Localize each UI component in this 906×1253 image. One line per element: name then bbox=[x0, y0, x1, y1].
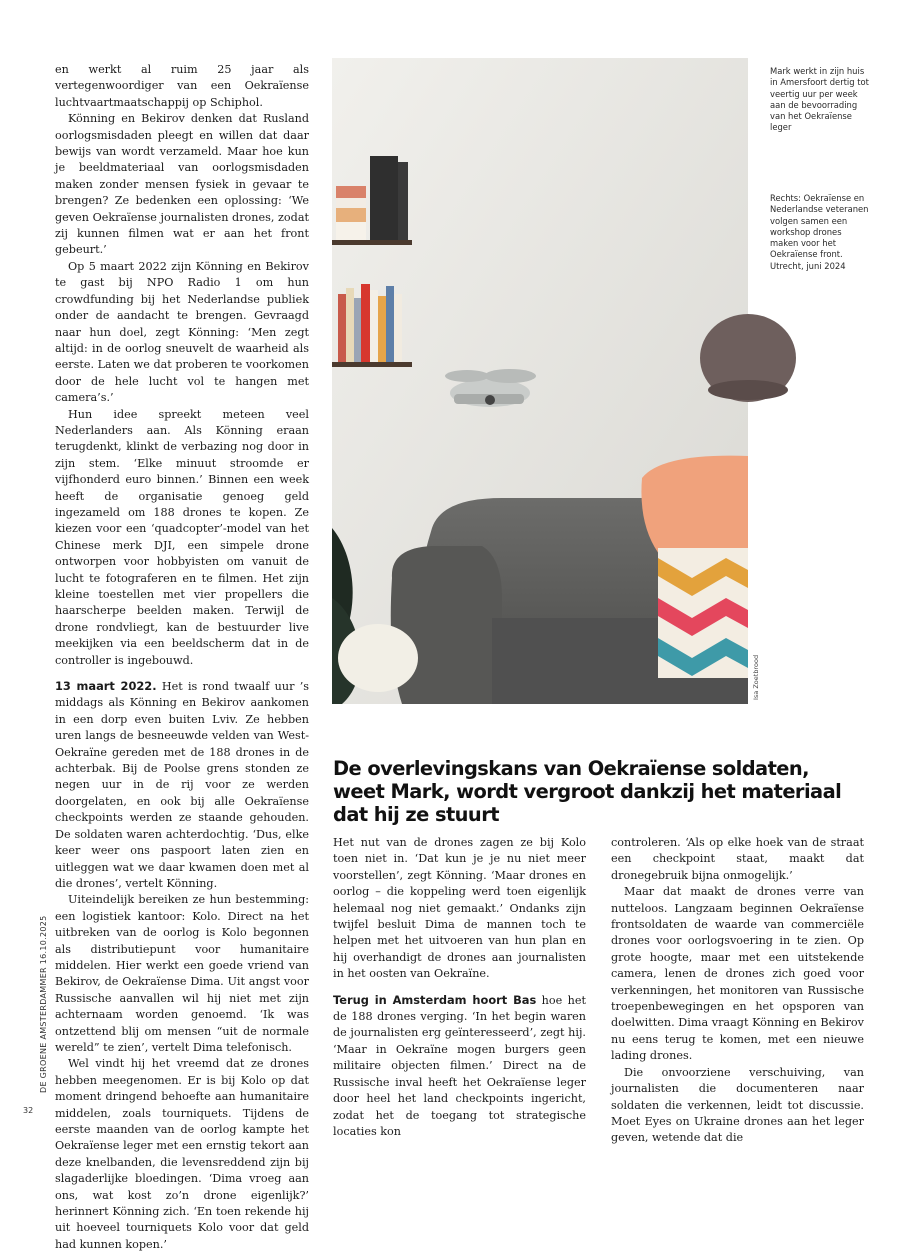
paragraph-text: Het is rond twaalf uur ’s middags als Könning en Bekirov aankomen in een dorp even buiten Lviv. Ze hebben uren langs de besneeuwde velden van West-Oekraïne gereden met de 188 drones in de achterbak. Bij de Poolse grens stonden ze negen uur in de rij voor ze werden doorgelaten, en ook bij alle Oekraïense checkpoints werden ze staande gehouden. De soldaten waren achterdochtig. ‘Dus, elke keer weer ons paspoort laten zien en uitleggen wat we daar kwamen doen met al die drones’, vertelt Könning. bbox=[55, 680, 309, 890]
drone bbox=[445, 369, 536, 407]
photo-caption-right: Rechts: Oekraïense en Nederlandse veteranen volgen samen een workshop drones maken voor het Oekraïense front. Utrecht, juni 2024 bbox=[770, 193, 869, 271]
pendant-lamp bbox=[700, 314, 796, 402]
paragraph: Het nut van de drones zagen ze bij Kolo toen niet in. ‘Dat kun je je nu niet meer voorstellen’, zegt Könning. ‘Maar drones en oorlog – die koppeling werd toen eigenlijk helemaal nog niet gemaakt.’ Ondanks zijn twijfel besluit Dima de mannen toch te helpen met het uitvoeren van hun plan en hij overhandigt de drones aan journalisten in het oosten van Oekraïne. bbox=[333, 836, 586, 981]
article-column-3 bbox=[611, 835, 864, 1147]
section-lead: 13 maart 2022. bbox=[55, 679, 157, 694]
article-column-2 bbox=[333, 835, 586, 1140]
lamp-globe bbox=[338, 624, 418, 692]
paragraph-section bbox=[333, 992, 586, 1141]
photo-caption: Mark werkt in zijn huis in Amersfoort dertig tot veertig uur per week aan de bevoorrading van het Oekraïense leger bbox=[770, 66, 869, 133]
pull-quote: De overlevingskans van Oekraïense soldaten, weet Mark, wordt vergroot dankzij het materiaal dat hij ze stuurt bbox=[333, 757, 842, 826]
section-lead: Terug in Amsterdam hoort Bas bbox=[333, 992, 537, 1007]
paragraph: Hun idee spreekt meteen veel Nederlanders aan. Als Könning eraan terugdenkt, klinkt de verbazing nog door in zijn stem. ‘Elke minuut stroomde er vijfhonderd euro binnen.’ Binnen een week heeft de organisatie genoeg geld ingezameld om 188 drones te kopen. Ze kiezen voor een ‘quadcopter’-model van het Chinese merk DJI, een simpele drone ontworpen voor hobbyisten om vanuit de lucht te fotograferen en te filmen. Het zijn kleine toestellen met vier propellers die haarscherpe beelden maken. Terwijl de drone rondvliegt, kan de bestuurder live meekijken via een beeldscherm dat in de controller is ingebouwd. bbox=[55, 407, 309, 667]
photo-drone-living-room bbox=[332, 58, 748, 704]
paragraph: Maar dat maakt de drones verre van nutteloos. Langzaam beginnen Oekraïense frontsoldaten de waarde van commerciële drones voor oorlogsvoering in te zien. Op grote hoogte, maar met een uitstekende camera, lenen de drones zich goed voor verkenningen, het monitoren van Russische troepenbewegingen en het opsporen van doelwitten. Dima vraagt Könning en Bekirov nu eens terug te komen, met een nieuwe lading drones. bbox=[611, 885, 864, 1063]
paragraph: Wel vindt hij het vreemd dat ze drones hebben meegenomen. Er is bij Kolo op dat moment dringend behoefte aan humanitaire middelen, zoals tourniquets. Tijdens de eerste maanden van de oorlog kampte het Oekraïense leger met een ernstig tekort aan deze knelbanden, die levensreddend zijn bij slagaderlijke bloedingen. ‘Dima vroeg aan ons, wat kost zo’n drone eigenlijk?’ herinnert Könning zich. ‘En toen rekende hij uit hoeveel tourniquets Kolo voor dat geld had kunnen kopen.’ bbox=[55, 1057, 309, 1251]
photo-credit: Isa Zoetbrood bbox=[752, 654, 760, 700]
paragraph-dated bbox=[55, 678, 309, 892]
paragraph: Könning en Bekirov denken dat Rusland oorlogsmisdaden pleegt en willen dat daar bewijs van wordt verzameld. Maar hoe kun je beeldmateriaal van oorlogsmisdaden maken zonder mensen fysiek in gevaar te brengen? Ze bedenken een oplossing: ‘We geven Oekraïense journalisten drones, zodat zij kunnen filmen wat er aan het front gebeurt.’ bbox=[55, 112, 309, 257]
paragraph: Uiteindelijk bereiken ze hun bestemming: een logistiek kantoor: Kolo. Direct na het uitbreken van de oorlog is Kolo begonnen als distributiepunt voor humanitaire middelen. Hier werkt een goede vriend van Bekirov, de Oekraïense Dima. Uit angst voor Russische aanvallen wil hij niet met zijn achternaam worden genoemd. ‘Ik was ontzettend blij om mensen “uit de normale wereld” te zien’, vertelt Dima telefonisch. bbox=[55, 893, 309, 1054]
paragraph: Die onvoorziene verschuiving, van journalisten die documenteren naar soldaten die verkennen, leidt tot discussie. Moet Eyes on Ukraine drones aan het leger geven, wetende dat die bbox=[611, 1065, 864, 1145]
paragraph: Op 5 maart 2022 zijn Könning en Bekirov te gast bij NPO Radio 1 om hun crowdfunding bij het Nederlandse publiek onder de aandacht te brengen. Gevraagd naar hun doel, zegt Könning: ‘Men zegt altijd: in de oorlog sneuvelt de waarheid als eerste. Laten we dat proberen te voorkomen door de hele lucht vol te hangen met camera’s.’ bbox=[55, 259, 309, 405]
article-photo bbox=[332, 58, 748, 704]
paragraph: en werkt al ruim 25 jaar als vertegenwoordiger van een Oekraïense luchtvaartmaatschappij op Schiphol. bbox=[55, 63, 309, 109]
article-column-1 bbox=[55, 62, 309, 1253]
paragraph-text: hoe het de 188 drones verging. ‘In het begin waren de journalisten erg geïnteresseerd’, zegt hij. ‘Maar in Oekraïne mogen burgers geen militaire objecten filmen.’ Direct na de Russische inval heeft het Oekraïense leger door heel het land checkpoints ingericht, zodat het de toegang tot strategische locaties kon bbox=[333, 993, 587, 1138]
page-number: 32 bbox=[23, 1106, 34, 1115]
paragraph: controleren. ‘Als op elke hoek van de straat een checkpoint staat, maakt dat dronegebruik bijna onmogelijk.’ bbox=[611, 836, 864, 882]
running-head: DE GROENE AMSTERDAMMER 16.10.2025 bbox=[39, 915, 48, 1093]
cushion-patterned bbox=[658, 548, 748, 678]
